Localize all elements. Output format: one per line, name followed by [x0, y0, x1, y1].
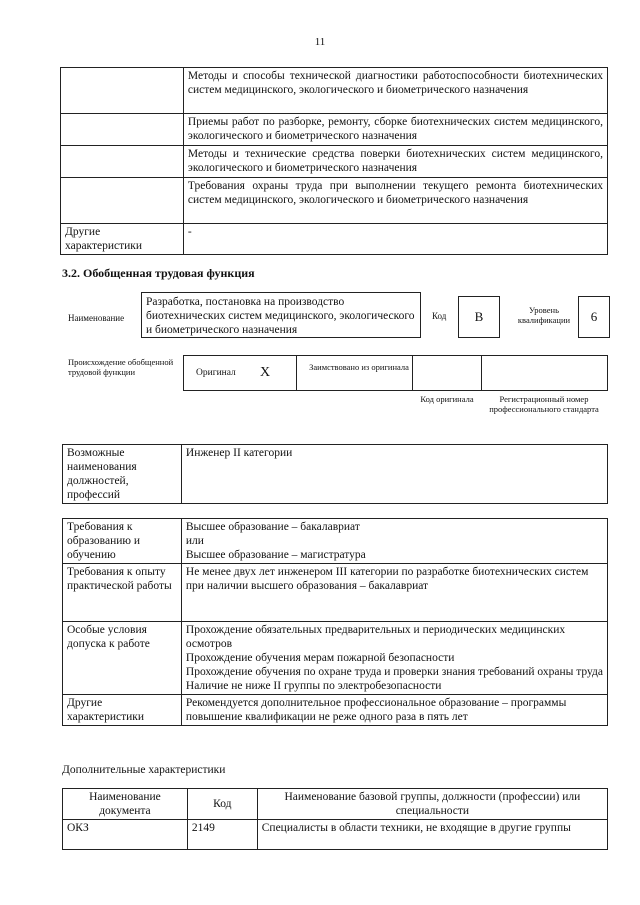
requirement-value [181, 519, 607, 564]
requirement-line: Высшее образование – магистратура [185, 549, 366, 561]
table-row [61, 224, 608, 255]
table-cell-left [61, 68, 184, 114]
code-value-box: B [458, 296, 500, 338]
origin-box [183, 355, 608, 391]
table-row [61, 68, 608, 114]
table-row [63, 622, 608, 695]
table-row [61, 146, 608, 178]
table-row [63, 820, 608, 850]
header-document: Наименование документа [63, 789, 188, 820]
table-row [63, 564, 608, 622]
requirement-line: Рекомендуется дополнительное профессиональное образование – программы повышение квалификации не реже одного раза в пять лет [185, 697, 567, 723]
level-value-box: 6 [578, 296, 610, 338]
requirement-line: Прохождение обучения по охране труда и проверки знания требований охраны труда [185, 666, 603, 678]
code-label: Код [432, 311, 447, 321]
origin-label: Происхождение обобщенной трудовой функции [68, 357, 174, 377]
section-heading: 3.2. Обобщенная трудовая функция [62, 266, 255, 280]
table-cell-left [61, 146, 184, 178]
table-row [63, 695, 608, 726]
name-label: Наименование [68, 313, 125, 323]
requirement-label: Требования к образованию и обучению [63, 519, 182, 564]
requirement-line: Прохождение обучения мерам пожарной безопасности [185, 652, 455, 664]
function-name-box: Разработка, постановка на производство биотехнических систем медицинского, экологического и биометрического назначения [141, 292, 421, 338]
table-cell-right: Приемы работ по разборке, ремонту, сборке биотехнических систем медицинского, экологического и биометрического назначения [183, 114, 607, 146]
table-row [63, 445, 608, 504]
table-cell-right: Методы и технические средства поверки биотехнических систем медицинского, экологического и биометрического назначения [183, 146, 607, 178]
table-cell-right: Требования охраны труда при выполнении текущего ремонта биотехнических систем медицинского, экологического и биометрического назначения [183, 178, 607, 224]
requirement-line: Наличие не ниже II группы по электробезопасности [185, 680, 442, 692]
requirements-table [62, 518, 608, 726]
requirement-label: Другие характеристики [63, 695, 182, 726]
original-mark: X [260, 365, 271, 380]
table-cell-left [61, 178, 184, 224]
positions-table [62, 444, 608, 504]
divider [412, 355, 413, 391]
requirement-value [181, 622, 607, 695]
requirement-line: Высшее образование – бакалавриат [185, 521, 360, 533]
divider [296, 355, 297, 391]
cell-code: 2149 [187, 820, 257, 850]
table-cell-right: Методы и способы технической диагностики работоспособности биотехнических систем медицинского, экологического и биометрического назначения [183, 68, 607, 114]
positions-label: Возможные наименования должностей, профессий [63, 445, 182, 504]
header-group: Наименование базовой группы, должности (профессии) или специальности [257, 789, 607, 820]
cell-group: Специалисты в области техники, не входящие в другие группы [257, 820, 607, 850]
level-label: Уровень квалификации [517, 305, 571, 325]
table-cell-left [61, 114, 184, 146]
requirement-value [181, 695, 607, 726]
knowledge-table [60, 67, 608, 255]
table-row [61, 114, 608, 146]
positions-value: Инженер II категории [181, 445, 607, 504]
page-number: 11 [314, 36, 326, 48]
table-cell-left: Другие характеристики [61, 224, 184, 255]
table-row [61, 178, 608, 224]
table-header-row [63, 789, 608, 820]
requirement-line: Прохождение обязательных предварительных и периодических медицинских осмотров [185, 624, 566, 650]
table-cell-right: - [183, 224, 607, 255]
additional-table [62, 788, 608, 850]
requirement-label: Особые условия допуска к работе [63, 622, 182, 695]
requirement-line: Не менее двух лет инженером III категории по разработке биотехнических систем при наличии высшего образования – бакалавриат [185, 566, 589, 592]
requirement-value [181, 564, 607, 622]
borrowed-label: Заимствовано из оригинала [309, 362, 409, 372]
header-code: Код [187, 789, 257, 820]
table-row [63, 519, 608, 564]
cell-document: ОКЗ [63, 820, 188, 850]
requirement-label: Требования к опыту практической работы [63, 564, 182, 622]
divider [481, 355, 482, 391]
original-label: Оригинал [196, 368, 236, 378]
requirement-line: или [185, 535, 204, 547]
code-original-caption: Код оригинала [420, 394, 474, 404]
additional-title: Дополнительные характеристики [62, 764, 226, 776]
registration-caption: Регистрационный номер профессионального стандарта [489, 394, 599, 414]
